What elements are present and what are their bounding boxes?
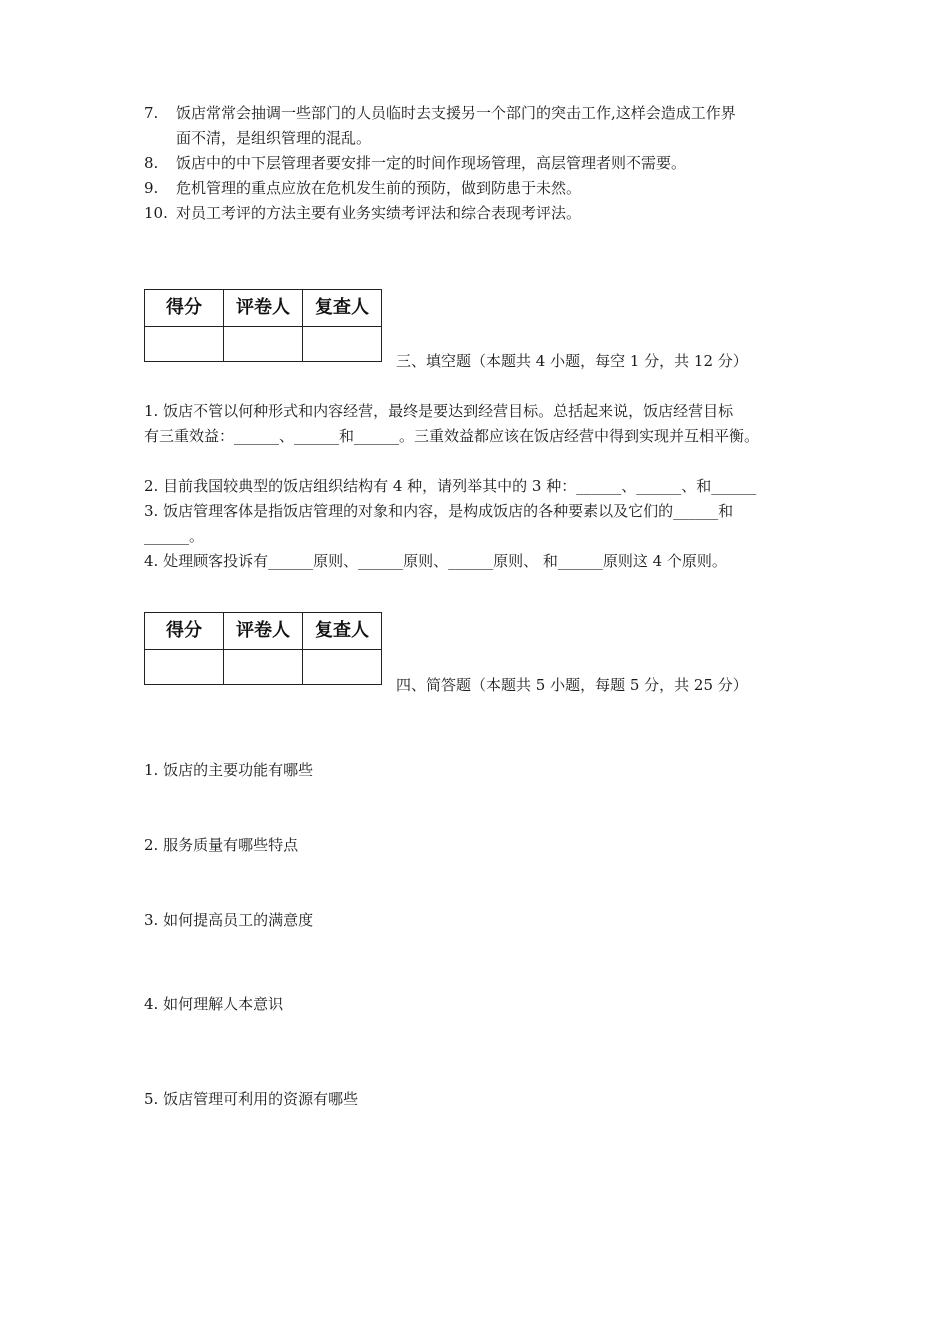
item-text: 饭店常常会抽调一些部门的人员临时去支援另一个部门的突击工作,这样会造成工作界: [176, 104, 736, 122]
grader-cell[interactable]: [224, 650, 303, 685]
item-text: 危机管理的重点应放在危机发生前的预防，做到防患于未然。: [176, 179, 582, 197]
fill-question-3: 3. 饭店管理客体是指饭店管理的对象和内容，是构成饭店的各种要素以及它们的______和: [144, 502, 734, 520]
item-number: 7.: [144, 104, 159, 122]
score-cell[interactable]: [145, 327, 224, 362]
reviewer-header: 复查人: [303, 613, 382, 650]
fill-question-2: 2. 目前我国较典型的饭店组织结构有 4 种，请列举其中的 3 种：______、______、和______: [144, 477, 757, 495]
short-answer-question-3: 3. 如何提高员工的满意度: [144, 911, 314, 929]
judgment-item-7: [144, 106, 736, 121]
short-answer-question-1: 1. 饭店的主要功能有哪些: [144, 761, 314, 779]
reviewer-cell[interactable]: [303, 650, 382, 685]
score-header: 得分: [145, 613, 224, 650]
fill-question-3-continued: ______。: [144, 527, 205, 545]
judgment-item-7-continued: 面不清，是组织管理的混乱。: [176, 129, 372, 147]
item-number: 8.: [144, 154, 159, 172]
fill-question-1: 1. 饭店不管以何种形式和内容经营，最终是要达到经营目标。总括起来说，饭店经营目标: [144, 402, 734, 420]
score-table-section3: [144, 289, 382, 362]
score-cell[interactable]: [145, 650, 224, 685]
score-table-section4: [144, 612, 382, 685]
item-number: 9.: [144, 179, 159, 197]
short-answer-question-4: 4. 如何理解人本意识: [144, 995, 284, 1013]
section3-title: 三、填空题（本题共 4 小题，每空 1 分，共 12 分）: [396, 352, 748, 370]
section4-title: 四、简答题（本题共 5 小题，每题 5 分，共 25 分）: [396, 676, 748, 694]
short-answer-question-5: 5. 饭店管理可利用的资源有哪些: [144, 1090, 359, 1108]
grader-header: 评卷人: [224, 613, 303, 650]
reviewer-header: 复查人: [303, 290, 382, 327]
reviewer-cell[interactable]: [303, 327, 382, 362]
judgment-item-10: [144, 206, 581, 221]
grader-header: 评卷人: [224, 290, 303, 327]
fill-question-4: 4. 处理顾客投诉有______原则、______原则、______原则、 和______原则这 4 个原则。: [144, 552, 727, 570]
item-text: 对员工考评的方法主要有业务实绩考评法和综合表现考评法。: [176, 204, 582, 222]
judgment-item-9: [144, 181, 581, 196]
short-answer-question-2: 2. 服务质量有哪些特点: [144, 836, 299, 854]
item-text: 饭店中的中下层管理者要安排一定的时间作现场管理，高层管理者则不需要。: [176, 154, 687, 172]
judgment-item-8: [144, 156, 686, 171]
fill-question-1-continued: 有三重效益：______、______和______。三重效益都应该在饭店经营中得到实现并互相平衡。: [144, 427, 760, 445]
grader-cell[interactable]: [224, 327, 303, 362]
score-header: 得分: [145, 290, 224, 327]
item-number: 10.: [144, 204, 168, 222]
